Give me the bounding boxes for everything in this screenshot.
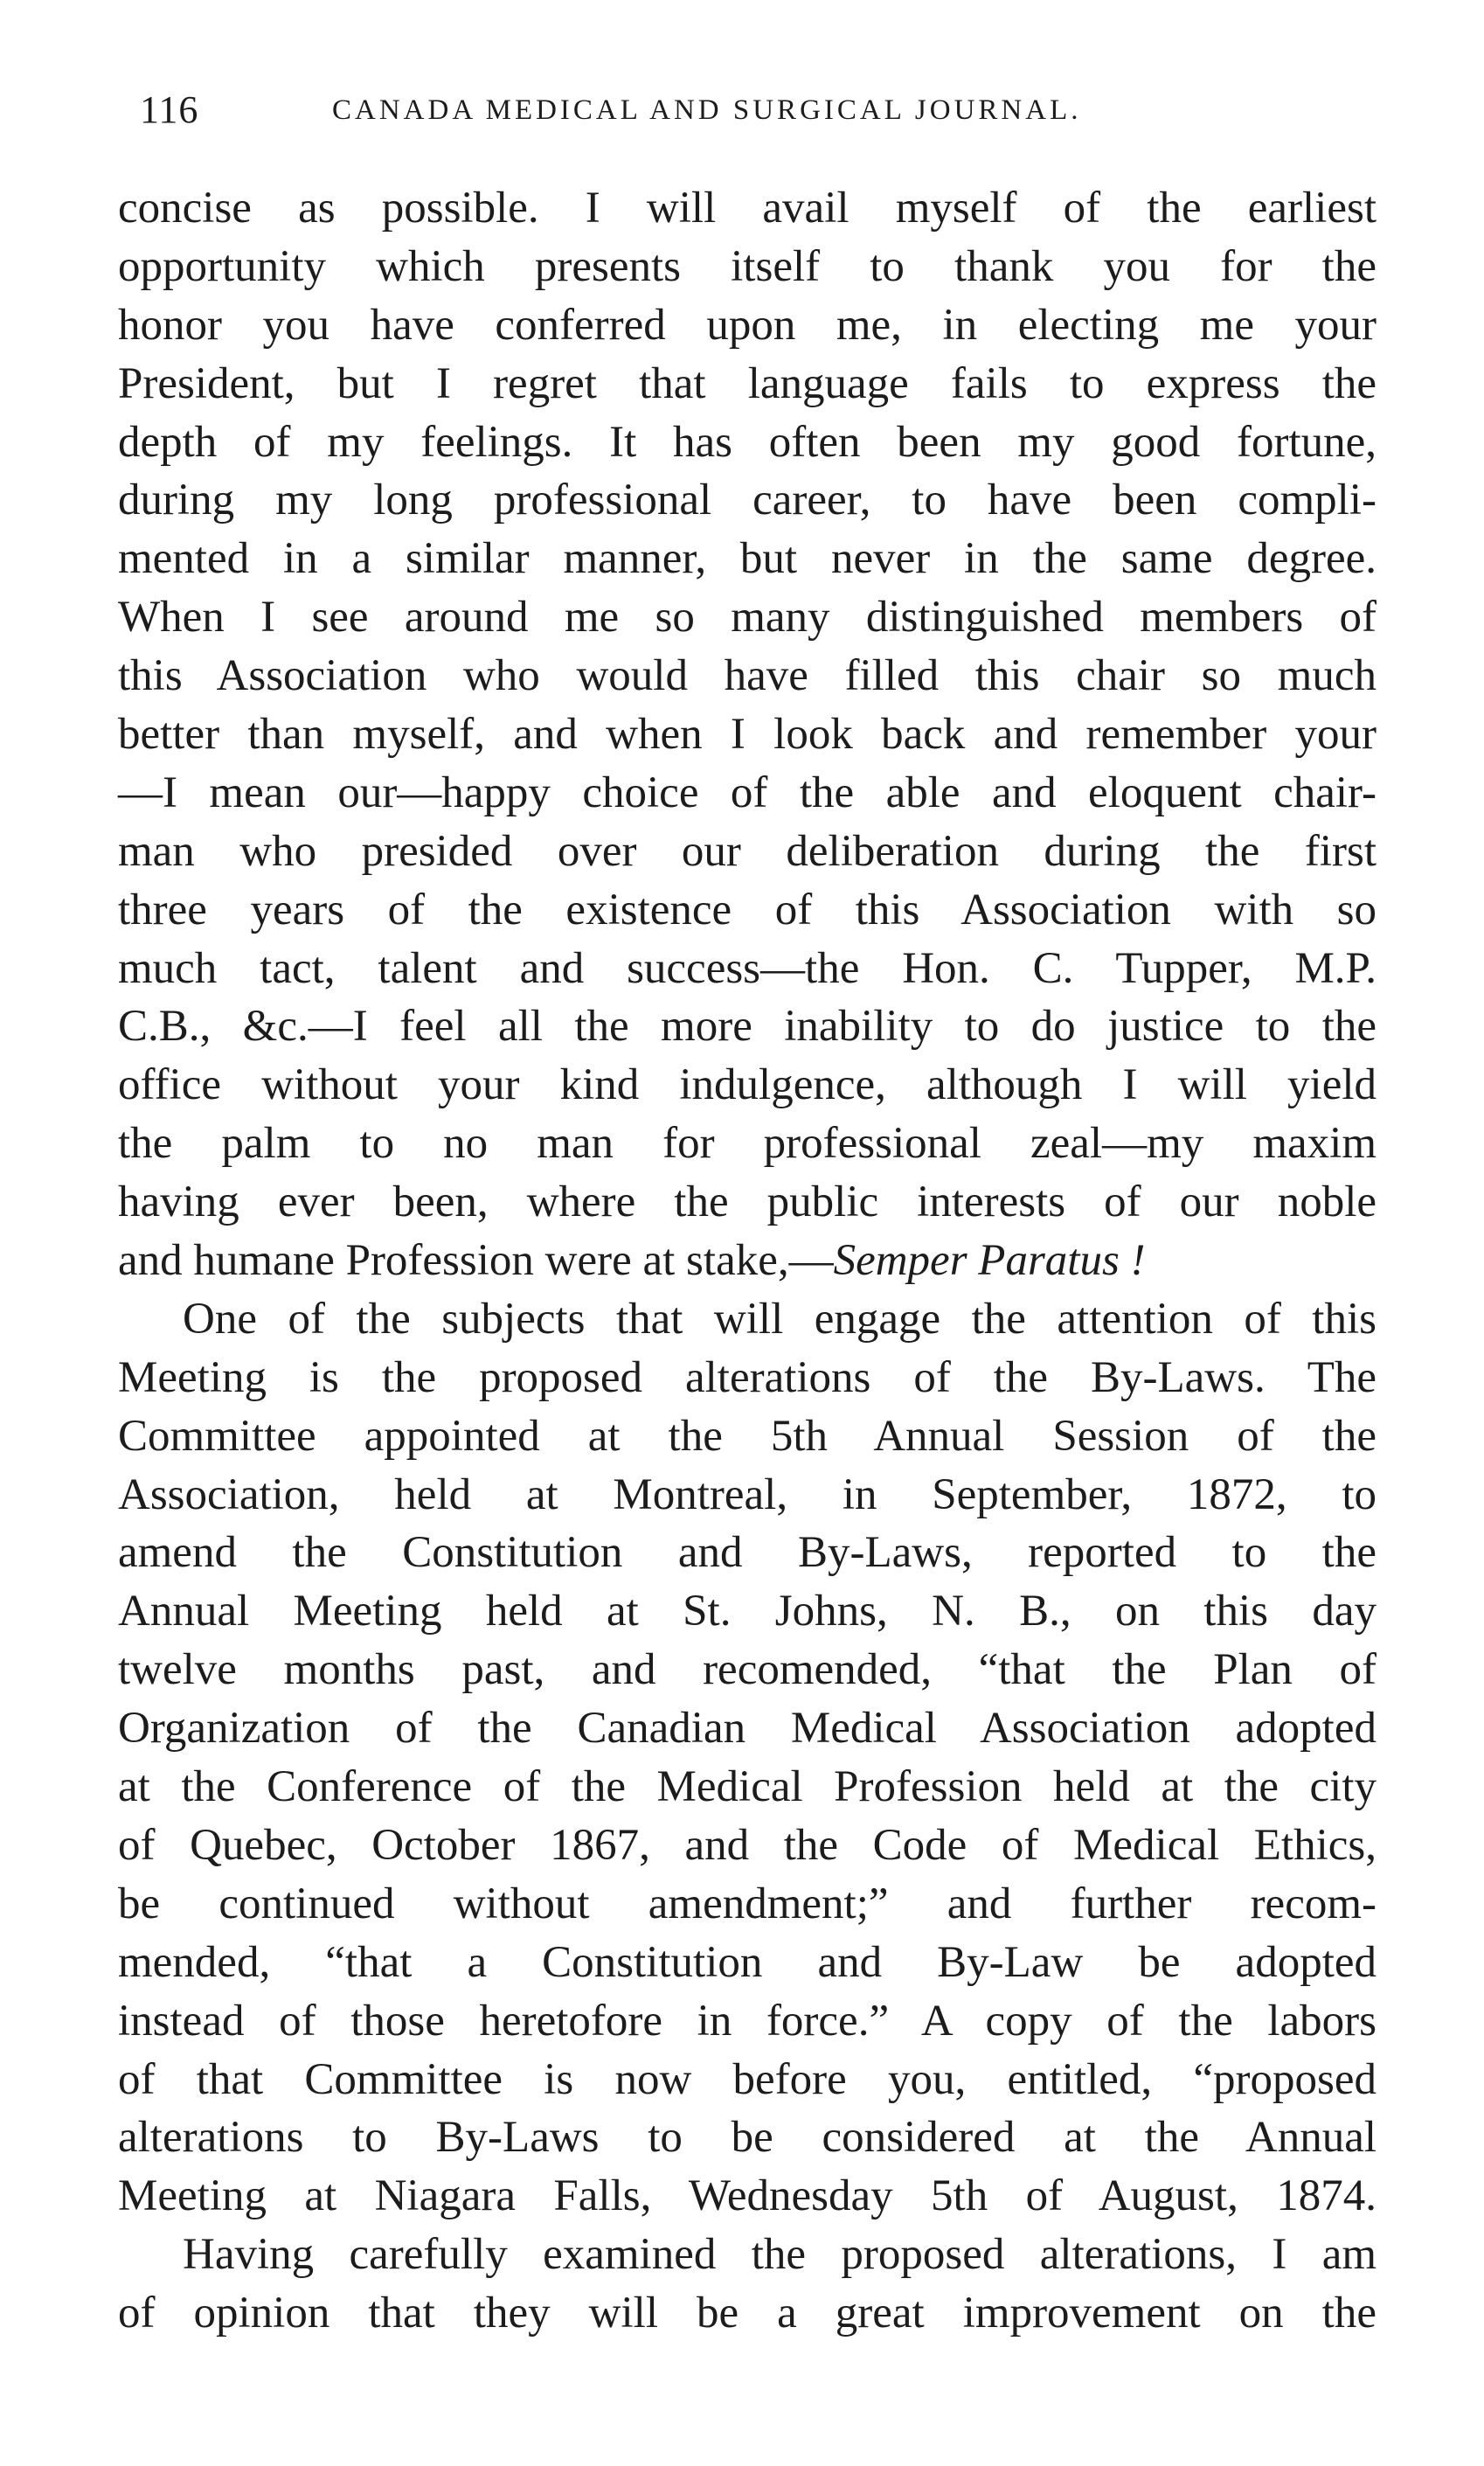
text-line: this Association who would have filled this chair so much bbox=[118, 651, 1377, 701]
text-line: instead of those heretofore in force.” A copy of the labors bbox=[118, 1996, 1377, 2046]
text-line: man who presided over our deliberation during the first bbox=[118, 826, 1377, 876]
text-line: honor you have conferred upon me, in electing me your bbox=[118, 300, 1377, 350]
text-line: opportunity which presents itself to thank you for the bbox=[118, 241, 1377, 291]
text-line: Meeting is the proposed alterations of the By-Laws. The bbox=[118, 1352, 1377, 1402]
paragraph-first-line: One of the subjects that will engage the attention of this bbox=[183, 1294, 1377, 1344]
page-number: 116 bbox=[140, 88, 199, 131]
text-line: of Quebec, October 1867, and the Code of Medical Ethics, bbox=[118, 1820, 1377, 1870]
text-line: at the Conference of the Medical Profession held at the city bbox=[118, 1762, 1377, 1812]
text-line: Committee appointed at the 5th Annual Session of the bbox=[118, 1411, 1377, 1461]
text-line: concise as possible. I will avail myself of the earliest bbox=[118, 184, 1377, 233]
body-text bbox=[118, 179, 1377, 2343]
text-line: having ever been, where the public interests of our noble bbox=[118, 1177, 1377, 1227]
motto: Semper Paratus ! bbox=[833, 1236, 1146, 1286]
text-line: be continued without amendment;” and further recom- bbox=[118, 1879, 1377, 1928]
text-line: President, but I regret that language fails to express the bbox=[118, 358, 1377, 408]
text-line: three years of the existence of this Association with so bbox=[118, 885, 1377, 934]
journal-title: CANADA MEDICAL AND SURGICAL JOURNAL. bbox=[332, 94, 1082, 126]
text-line: of that Committee is now before you, entitled, “proposed bbox=[118, 2054, 1377, 2104]
text-line: during my long professional career, to have been compli- bbox=[118, 476, 1377, 525]
paragraph-first-line: Having carefully examined the proposed alterations, I am bbox=[183, 2230, 1377, 2280]
text-line: Meeting at Niagara Falls, Wednesday 5th of August, 1874. bbox=[118, 2171, 1377, 2221]
running-head bbox=[131, 87, 1372, 140]
text-line: mended, “that a Constitution and By-Law be adopted bbox=[118, 1937, 1377, 1987]
text-line: of opinion that they will be a great improvement on the bbox=[118, 2289, 1377, 2338]
text-line: better than myself, and when I look back and remember your bbox=[118, 710, 1377, 760]
text-line: alterations to By-Laws to be considered at the Annual bbox=[118, 2113, 1377, 2163]
text-line: C.B., &c.—I feel all the more inability to do justice to the bbox=[118, 1002, 1377, 1052]
text-line: Association, held at Montreal, in September, 1872, to bbox=[118, 1469, 1377, 1519]
text-line: much tact, talent and success—the Hon. C. Tupper, M.P. bbox=[118, 943, 1377, 993]
text-line: mented in a similar manner, but never in the same degree. bbox=[118, 534, 1377, 584]
text-line: depth of my feelings. It has often been my good fortune, bbox=[118, 417, 1377, 467]
text-line: When I see around me so many distinguished members of bbox=[118, 593, 1377, 643]
text-line-segment: and humane Profession were at stake,— bbox=[118, 1236, 834, 1286]
text-line: office without your kind indulgence, although I will yield bbox=[118, 1060, 1377, 1110]
text-line: —I mean our—happy choice of the able and eloquent chair- bbox=[118, 768, 1377, 817]
text-line-with-motto bbox=[118, 1232, 1377, 1290]
text-line: amend the Constitution and By-Laws, reported to the bbox=[118, 1528, 1377, 1578]
text-line: twelve months past, and recomended, “that the Plan of bbox=[118, 1645, 1377, 1695]
text-line: Annual Meeting held at St. Johns, N. B., on this day bbox=[118, 1587, 1377, 1636]
text-line: the palm to no man for professional zeal—my maxim bbox=[118, 1119, 1377, 1169]
text-line: Organization of the Canadian Medical Association adopted bbox=[118, 1704, 1377, 1754]
